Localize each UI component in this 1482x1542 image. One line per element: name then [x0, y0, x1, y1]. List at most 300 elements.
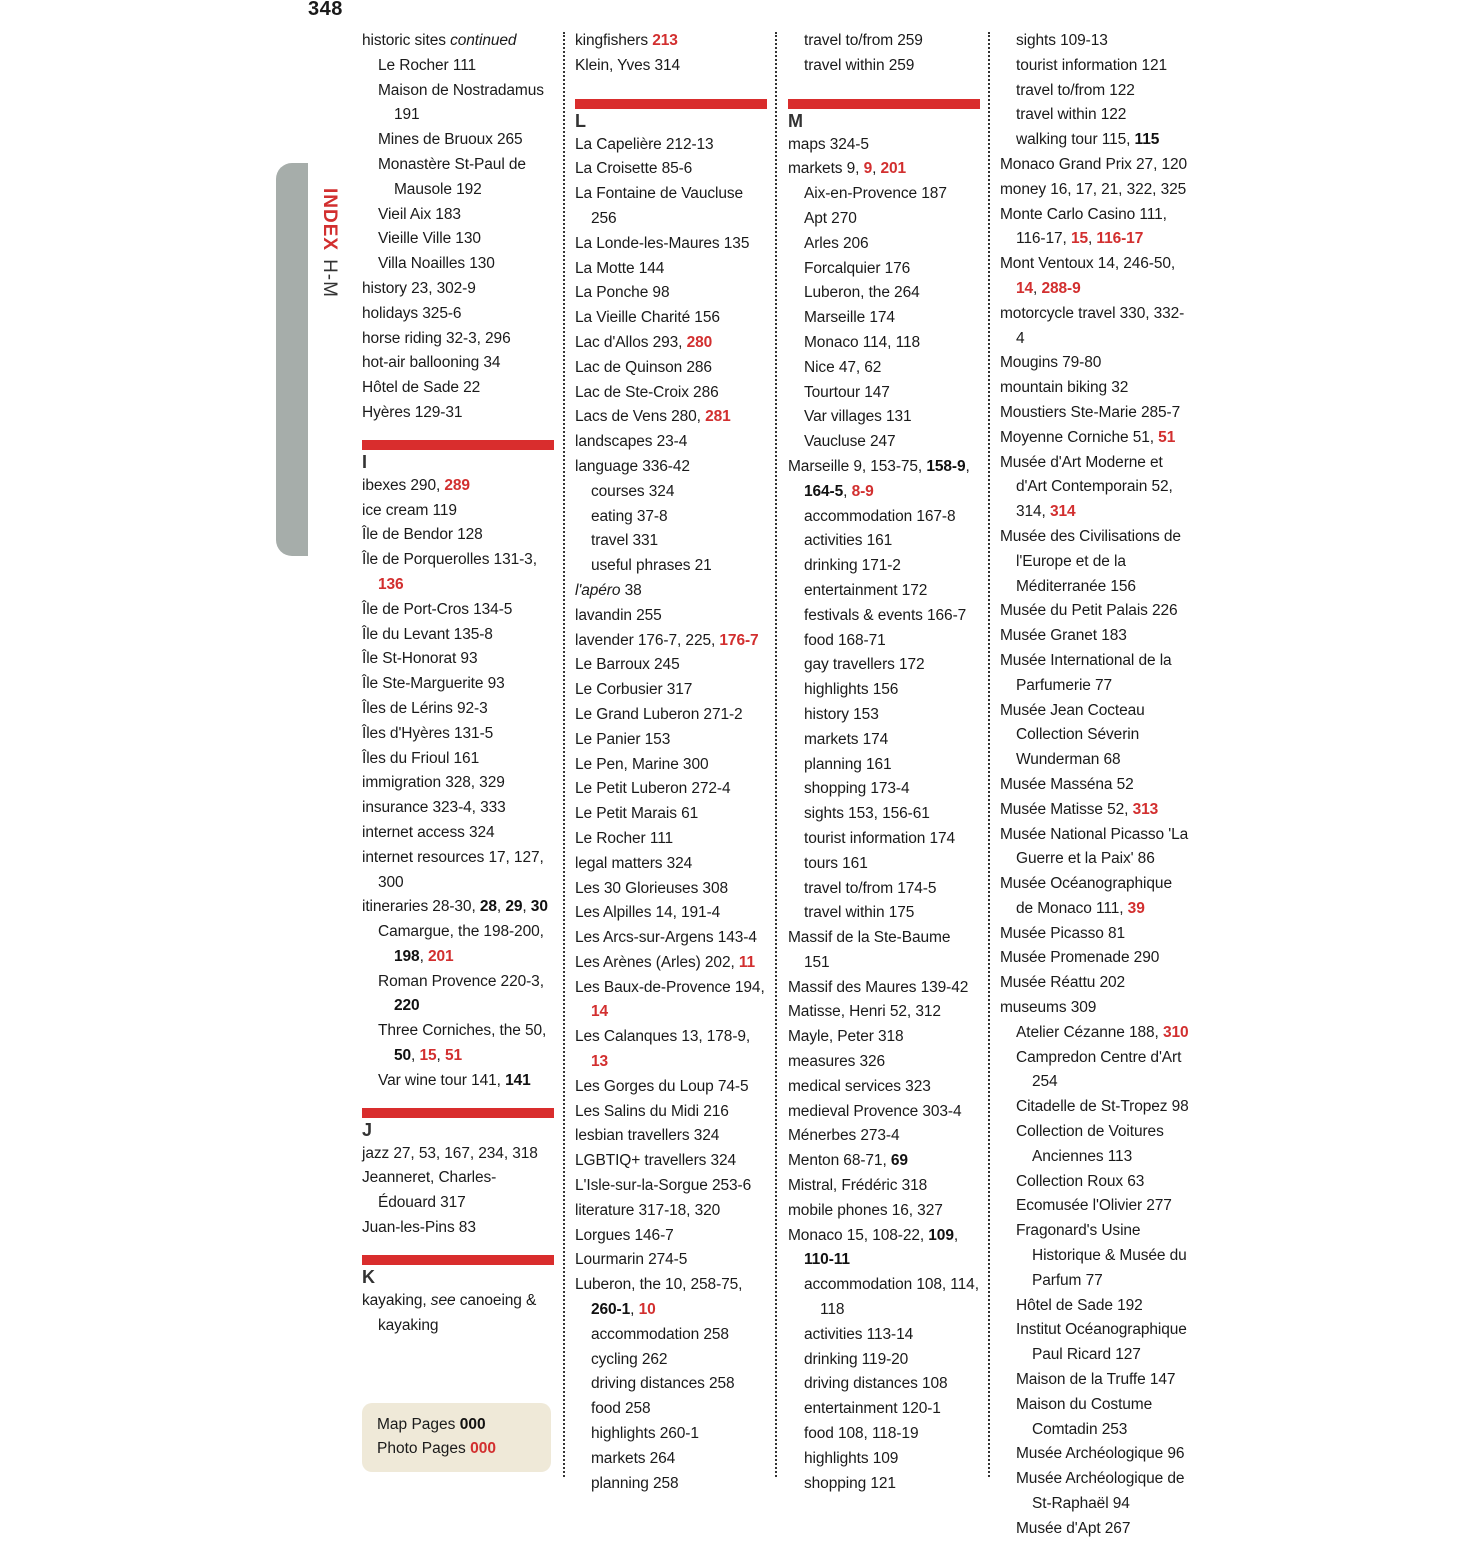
entry-text: Citadelle de St-Tropez 98: [1016, 1098, 1189, 1116]
entry-text: cycling 262: [591, 1350, 668, 1368]
index-subentry: [788, 505, 980, 530]
column-separator: [775, 32, 777, 1477]
index-subentry: [1000, 128, 1192, 153]
index-subentry: [1000, 1442, 1192, 1467]
entry-text: Hôtel de Sade 22: [362, 379, 481, 397]
index-entry: [1000, 624, 1192, 649]
entry-text: Le Grand Luberon 271-2: [575, 705, 743, 723]
index-entry: [1000, 946, 1192, 971]
entry-text: Institut Océanographique Paul Ricard 127: [1016, 1321, 1187, 1364]
entry-text: Îles de Lérins 92-3: [362, 699, 488, 717]
entry-text: sights 109-13: [1016, 32, 1108, 49]
index-subentry: [788, 1422, 980, 1447]
index-entry: [1000, 252, 1192, 302]
index-subentry: [788, 207, 980, 232]
index-entry: [788, 1199, 980, 1224]
index-column-4: [1000, 29, 1192, 1542]
entry-text: Île de Porquerolles 131-3,: [362, 551, 537, 569]
index-entry: [575, 1273, 767, 1323]
entry-text: walking tour 115,: [1016, 131, 1135, 149]
index-subentry: [788, 1273, 980, 1323]
entry-text: Île du Levant 135-8: [362, 625, 493, 643]
photo-page-ref: 198: [394, 947, 420, 965]
column-separator: [988, 32, 990, 1477]
index-entry: [1000, 599, 1192, 624]
index-entry: [788, 1100, 980, 1125]
index-entry: [575, 926, 767, 951]
entry-text: activities 113-14: [804, 1325, 914, 1343]
entry-text: Monastère St-Paul de Mausole 192: [378, 155, 526, 198]
index-subentry: [1000, 1467, 1192, 1517]
photo-page-ref: 29: [505, 898, 523, 916]
entry-text: internet resources 17, 127, 300: [362, 848, 544, 891]
index-subentry: [575, 1348, 767, 1373]
index-subentry: [788, 753, 980, 778]
entry-text: Musée Archéologique de St-Raphaël 94: [1016, 1470, 1185, 1513]
entry-text: jazz 27, 53, 167, 234, 318: [362, 1144, 538, 1162]
entry-text: Île de Bendor 128: [362, 526, 483, 544]
entry-text: ibexes 290,: [362, 476, 445, 494]
entry-text: Îles du Frioul 161: [362, 749, 480, 767]
entry-text: mobile phones 16, 327: [788, 1201, 943, 1219]
entry-text: Massif de la Ste-Baume 151: [788, 929, 951, 971]
entry-text: drinking 119-20: [804, 1350, 909, 1368]
entry-text: language 336-42: [575, 457, 690, 475]
index-entry: [788, 1075, 980, 1100]
entry-text: Collection Roux 63: [1016, 1172, 1145, 1190]
index-subentry: [1000, 1194, 1192, 1219]
entry-text: Les Alpilles 14, 191-4: [575, 904, 721, 922]
entry-text: gay travellers 172: [804, 656, 925, 674]
map-page-ref: 213: [652, 32, 678, 49]
index-subentry: [788, 629, 980, 654]
entry-text: Monaco 114, 118: [804, 333, 920, 351]
map-page-ref: 176-7: [719, 631, 759, 649]
index-subentry: [575, 505, 767, 530]
letter-heading: I: [362, 440, 554, 474]
index-entry: [362, 351, 554, 376]
index-subentry: [788, 29, 980, 54]
index-subentry: [362, 203, 554, 228]
index-subentry: [788, 802, 980, 827]
entry-text: Les Baux-de-Provence 194,: [575, 978, 765, 996]
entry-text: immigration 328, 329: [362, 774, 505, 792]
entry-text: Le Rocher 111: [575, 829, 674, 847]
entry-text: food 108, 118-19: [804, 1425, 919, 1443]
entry-text: ice cream 119: [362, 501, 457, 519]
letter-heading: L: [575, 99, 767, 133]
index-entry: [1000, 401, 1192, 426]
photo-page-ref: 260-1: [591, 1301, 631, 1319]
map-page-ref: 116-17: [1096, 230, 1144, 248]
photo-page-ref: 220: [394, 997, 420, 1015]
entry-text: medieval Provence 303-4: [788, 1102, 962, 1120]
entry-text: Vieil Aix 183: [378, 205, 461, 223]
entry-text: Les Arcs-sur-Argens 143-4: [575, 929, 757, 947]
photo-page-ref: 28: [479, 898, 497, 916]
entry-text: accommodation 108, 114, 118: [804, 1276, 979, 1319]
entry-text: tourist information 174: [804, 829, 956, 847]
index-entry: [575, 877, 767, 902]
entry-text: Musée Masséna 52: [1000, 775, 1134, 793]
entry-text: ,: [436, 1047, 445, 1065]
entry-text: Moyenne Corniche 51,: [1000, 428, 1159, 446]
entry-text: travel to/from 259: [804, 32, 923, 49]
index-entry: [575, 157, 767, 182]
index-subentry: [788, 653, 980, 678]
entry-text: horse riding 32-3, 296: [362, 329, 511, 347]
index-subentry: [1000, 1294, 1192, 1319]
entry-text: Matisse, Henri 52, 312: [788, 1003, 941, 1021]
legend-photo-pages: [377, 1437, 551, 1461]
legend-map-value: 000: [459, 1416, 486, 1433]
entry-text: travel 331: [591, 532, 659, 550]
index-entry: [575, 430, 767, 455]
index-entry: [575, 356, 767, 381]
entry-text: ,: [1087, 230, 1097, 248]
entry-text: shopping 121: [804, 1474, 896, 1492]
entry-text: food 258: [591, 1400, 651, 1418]
index-subentry: [788, 777, 980, 802]
index-subentry: [788, 257, 980, 282]
entry-text: Les Gorges du Loup 74-5: [575, 1077, 749, 1095]
entry-text: Aix-en-Provence 187: [804, 185, 947, 203]
entry-text: ,: [630, 1301, 639, 1319]
index-entry: [362, 796, 554, 821]
entry-text: Lac d'Allos 293,: [575, 333, 687, 351]
index-column-1: [362, 29, 554, 1338]
entry-text: Lac de Ste-Croix 286: [575, 383, 719, 401]
index-entry: [1000, 178, 1192, 203]
entry-text: food 168-71: [804, 631, 886, 649]
entry-text: La Croisette 85-6: [575, 160, 693, 178]
entry-text: LGBTIQ+ travellers 324: [575, 1152, 737, 1170]
index-subentry: [362, 1069, 554, 1094]
index-entry: [575, 629, 767, 654]
entry-text: Mougins 79-80: [1000, 354, 1102, 372]
index-subentry: [362, 153, 554, 203]
index-entry: [575, 1199, 767, 1224]
index-entry: [362, 1142, 554, 1167]
entry-text: Musée Matisse 52,: [1000, 800, 1133, 818]
entry-text: travel within 122: [1016, 106, 1127, 124]
index-subentry: [788, 331, 980, 356]
entry-text: planning 161: [804, 755, 892, 773]
index-subentry: [788, 430, 980, 455]
index-entry: [362, 722, 554, 747]
index-entry: [1000, 451, 1192, 525]
index-entry: [788, 1000, 980, 1025]
index-entry: [1000, 203, 1192, 253]
entry-text: Musée d'Art Moderne et d'Art Contemporain 52, 314,: [1000, 453, 1173, 521]
index-subentry: [1000, 1120, 1192, 1170]
entry-text: La Londe-les-Maures 135: [575, 234, 750, 252]
index-entry: [1000, 773, 1192, 798]
map-page-ref: 13: [591, 1053, 609, 1071]
entry-text: L'Isle-sur-la-Sorgue 253-6: [575, 1177, 752, 1195]
entry-text: markets 174: [804, 730, 889, 748]
index-entry: [575, 281, 767, 306]
index-entry: [362, 623, 554, 648]
entry-text: tourist information 121: [1016, 56, 1168, 74]
map-page-ref: 14: [1016, 279, 1034, 297]
entry-text: Juan-les-Pins 83: [362, 1219, 476, 1237]
entry-text: Maison de la Truffe 147: [1016, 1371, 1176, 1389]
legend-map-label: Map Pages: [377, 1416, 456, 1433]
map-page-ref: 8-9: [851, 482, 874, 500]
index-entry: [575, 54, 767, 79]
entry-text: Le Barroux 245: [575, 656, 680, 674]
entry-text: Mayle, Peter 318: [788, 1028, 904, 1046]
entry-text: ,: [965, 457, 970, 475]
index-subentry: [1000, 1021, 1192, 1046]
index-entry: [575, 1025, 767, 1075]
index-entry: [575, 1100, 767, 1125]
index-subentry: [788, 1397, 980, 1422]
map-page-ref: 136: [378, 575, 404, 593]
entry-text: Luberon, the 10, 258-75,: [575, 1276, 743, 1294]
entry-text: eating 37-8: [591, 507, 668, 525]
entry-text: driving distances 108: [804, 1375, 948, 1393]
entry-text: Arles 206: [804, 234, 869, 252]
index-subentry: [1000, 1219, 1192, 1293]
entry-text: accommodation 167-8: [804, 507, 956, 525]
entry-text: Moustiers Ste-Marie 285-7: [1000, 403, 1181, 421]
index-subentry: [575, 1372, 767, 1397]
index-entry: [362, 302, 554, 327]
entry-text: history 23, 302-9: [362, 279, 476, 297]
index-entry: [362, 401, 554, 426]
index-subentry: [575, 1323, 767, 1348]
entry-text: Musée Picasso 81: [1000, 924, 1126, 942]
legend-photo-value: 000: [470, 1440, 496, 1457]
index-entry: [362, 474, 554, 499]
entry-text: lavandin 255: [575, 606, 662, 624]
entry-text: Le Corbusier 317: [575, 681, 693, 699]
index-subentry: [1000, 54, 1192, 79]
index-entry: [1000, 699, 1192, 773]
index-entry: [1000, 649, 1192, 699]
entry-text: Les Arènes (Arles) 202,: [575, 953, 739, 971]
photo-page-ref: 110-11: [804, 1251, 850, 1269]
photo-page-ref: 69: [890, 1152, 908, 1170]
entry-text: Var wine tour 141,: [378, 1071, 506, 1089]
entry-text: Maison du Costume Comtadin 253: [1016, 1395, 1153, 1438]
entry-text: Le Petit Marais 61: [575, 805, 699, 823]
index-entry: [362, 895, 554, 920]
entry-text: kayaking,: [362, 1291, 431, 1309]
index-entry: [575, 703, 767, 728]
index-entry: [788, 1050, 980, 1075]
legend-map-pages: [377, 1413, 551, 1437]
entry-text: Musée Océanographique de Monaco 111,: [1000, 875, 1172, 917]
photo-page-ref: 50: [394, 1047, 412, 1065]
entry-text: 38: [620, 581, 642, 599]
map-page-ref: 15: [1070, 230, 1088, 248]
index-entry: [362, 327, 554, 352]
entry-text: Mont Ventoux 14, 246-50,: [1000, 255, 1176, 273]
index-subentry: [788, 901, 980, 926]
entry-text: Nice 47, 62: [804, 358, 882, 376]
index-entry: [362, 821, 554, 846]
entry-text: markets 264: [591, 1449, 676, 1467]
letter-heading: K: [362, 1255, 554, 1289]
index-subentry: [1000, 103, 1192, 128]
index-entry: [575, 753, 767, 778]
index-entry: [362, 499, 554, 524]
index-entry: [362, 771, 554, 796]
entry-text: highlights 260-1: [591, 1425, 699, 1443]
entry-text: travel to/from 174-5: [804, 879, 937, 897]
index-subentry: [788, 827, 980, 852]
index-entry: [1000, 376, 1192, 401]
entry-text: Les 30 Glorieuses 308: [575, 879, 728, 897]
letter-heading: M: [788, 99, 980, 133]
entry-text: La Vieille Charité 156: [575, 309, 720, 327]
entry-text: travel to/from 122: [1016, 81, 1135, 99]
entry-text: Le Petit Luberon 272-4: [575, 780, 731, 798]
index-entry: [575, 182, 767, 232]
entry-text: see: [430, 1291, 456, 1309]
entry-text: Île de Port-Cros 134-5: [362, 600, 513, 618]
entry-text: ,: [1033, 279, 1042, 297]
map-page-ref: 51: [444, 1047, 462, 1065]
map-page-ref: 10: [638, 1301, 656, 1319]
index-entry: [362, 548, 554, 598]
index-subentry: [788, 182, 980, 207]
map-page-ref: 289: [444, 476, 470, 494]
index-subentry: [1000, 79, 1192, 104]
entry-text: drinking 171-2: [804, 557, 901, 575]
index-subentry: [788, 877, 980, 902]
entry-text: Luberon, the 264: [804, 284, 920, 302]
index-subentry: [362, 79, 554, 129]
section-tab: [276, 163, 308, 556]
entry-text: Three Corniches, the 50,: [378, 1022, 547, 1040]
entry-text: travel within 259: [804, 56, 915, 74]
entry-text: festivals & events 166-7: [804, 606, 967, 624]
index-subentry: [788, 405, 980, 430]
entry-text: Les Salins du Midi 216: [575, 1102, 729, 1120]
entry-text: Lorgues 146-7: [575, 1226, 674, 1244]
entry-text: Menton 68-71,: [788, 1152, 891, 1170]
index-entry: [362, 846, 554, 896]
entry-text: ,: [843, 482, 852, 500]
entry-text: Musée d'Apt 267: [1016, 1519, 1131, 1537]
entry-text: sights 153, 156-61: [804, 805, 930, 823]
entry-text: hot-air ballooning 34: [362, 354, 501, 372]
index-subentry: [1000, 1095, 1192, 1120]
entry-text: ,: [419, 947, 428, 965]
index-subentry: [788, 678, 980, 703]
index-subentry: [788, 232, 980, 257]
index-entry: [362, 1289, 554, 1339]
index-entry: [788, 926, 980, 976]
entry-text: literature 317-18, 320: [575, 1201, 721, 1219]
index-subentry: [788, 529, 980, 554]
entry-text: Île St-Honorat 93: [362, 650, 478, 668]
entry-text: Apt 270: [804, 209, 857, 227]
entry-text: Le Panier 153: [575, 730, 671, 748]
index-subentry: [788, 1348, 980, 1373]
entry-text: Tourtour 147: [804, 383, 890, 401]
index-subentry: [788, 1372, 980, 1397]
entry-text: La Ponche 98: [575, 284, 670, 302]
index-entry: [362, 647, 554, 672]
index-entry: [788, 1224, 980, 1274]
map-page-ref: 51: [1158, 428, 1176, 446]
index-subentry: [788, 604, 980, 629]
index-entry: [575, 381, 767, 406]
index-entry: [575, 1149, 767, 1174]
index-subentry: [1000, 1517, 1192, 1542]
entry-text: measures 326: [788, 1053, 886, 1071]
entry-text: ,: [872, 160, 881, 178]
index-entry: [575, 653, 767, 678]
photo-page-ref: 109: [928, 1226, 954, 1244]
index-subentry: [1000, 29, 1192, 54]
entry-text: motorcycle travel 330, 332-4: [1000, 304, 1185, 347]
entry-text: Musée Promenade 290: [1000, 949, 1160, 967]
entry-text: Musée Réattu 202: [1000, 974, 1126, 992]
index-entry: [788, 455, 980, 505]
entry-text: Ecomusée l'Olivier 277: [1016, 1197, 1172, 1215]
map-page-ref: 281: [705, 408, 731, 426]
entry-text: Campredon Centre d'Art 254: [1016, 1048, 1182, 1091]
map-page-ref: 310: [1162, 1023, 1189, 1041]
index-entry: [1000, 153, 1192, 178]
entry-text: tours 161: [804, 854, 868, 872]
letter-heading: J: [362, 1108, 554, 1142]
index-entry: [1000, 971, 1192, 996]
entry-text: markets 9,: [788, 160, 864, 178]
index-subentry: [788, 1447, 980, 1472]
entry-text: legal matters 324: [575, 854, 693, 872]
map-page-ref: 280: [686, 333, 713, 351]
index-subentry: [788, 728, 980, 753]
entry-text: mountain biking 32: [1000, 379, 1129, 397]
photo-page-ref: 30: [530, 898, 548, 916]
index-entry: [788, 1124, 980, 1149]
index-entry: [575, 1124, 767, 1149]
entry-text: lesbian travellers 324: [575, 1127, 720, 1145]
index-entry: [788, 133, 980, 158]
index-entry: [575, 678, 767, 703]
entry-text: history 153: [804, 705, 879, 723]
index-subentry: [788, 852, 980, 877]
index-subentry: [575, 1422, 767, 1447]
index-subentry: [788, 579, 980, 604]
entry-text: Mistral, Frédéric 318: [788, 1177, 928, 1195]
index-entry: [575, 1248, 767, 1273]
index-subentry: [575, 529, 767, 554]
entry-text: entertainment 120-1: [804, 1400, 941, 1418]
entry-text: Musée des Civilisations de l'Europe et de la Méditerranée 156: [1000, 527, 1181, 595]
index-entry: [1000, 351, 1192, 376]
entry-text: medical services 323: [788, 1077, 931, 1095]
entry-text: historic sites: [362, 32, 451, 49]
page-number: 348: [308, 0, 343, 20]
index-entry: [575, 604, 767, 629]
index-subentry: [362, 252, 554, 277]
index-entry: [1000, 922, 1192, 947]
entry-text: Les Calanques 13, 178-9,: [575, 1028, 751, 1046]
entry-text: insurance 323-4, 333: [362, 799, 506, 817]
entry-text: kingfishers: [575, 32, 653, 49]
index-entry: [1000, 798, 1192, 823]
map-page-ref: 314: [1049, 503, 1076, 521]
index-subentry: [362, 970, 554, 1020]
